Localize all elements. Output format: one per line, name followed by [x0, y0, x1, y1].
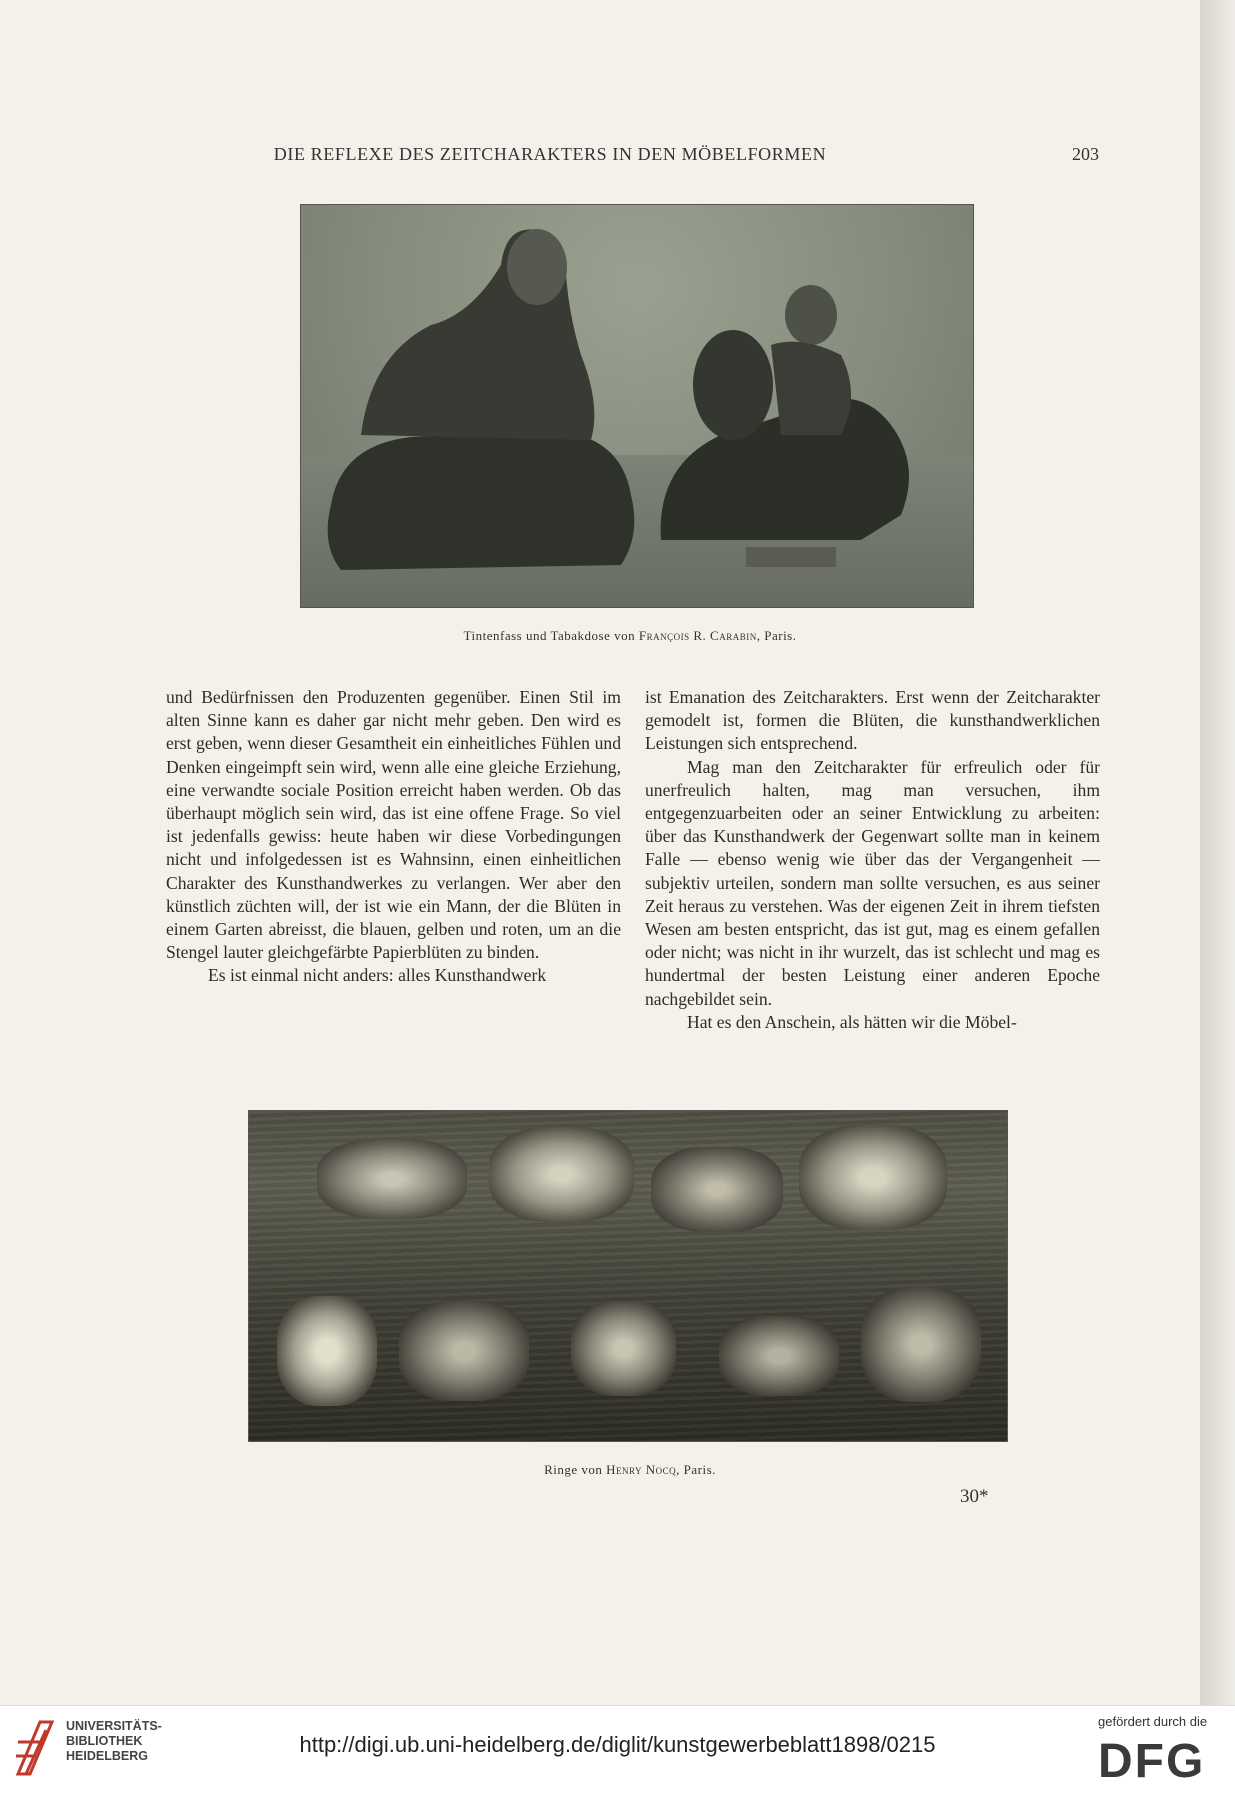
left-paragraph-1: und Bedürfnissen den Produzenten gegenüber. Einen Stil im alten Sinne kann es daher gar nicht mehr geben. Den wird es erst geben, wenn dieser Gesamtheit ein einheitliches Fühlen und Denken eingeimpft sein wird, wenn alle eine gleiche Erziehung, eine verwandte sociale Position erreicht haben werden. Ob das überhaupt möglich sein wird, das ist eine offene Frage. So viel ist jedenfalls gewiss: heute haben wir diese Vorbedingungen nicht und infolgedessen ist es Wahnsinn, einen einheitlichen Charakter des Kunsthandwerkes zu verlangen. Wer aber den künstlich züchten will, der ist wie ein Mann, der die Blüten in einem Garten abreisst, die blauen, gelben und roten, um an die Stengel lauter gleichgefärbte Papierblüten zu binden. — [166, 687, 621, 963]
running-header: DIE REFLEXE DES ZEITCHARAKTERS IN DEN MÖBELFORMEN — [273, 144, 827, 164]
sponsor-label: gefördert durch die — [1098, 1714, 1208, 1729]
left-column — [166, 686, 621, 988]
signature-mark: 30* — [960, 1486, 989, 1507]
page-number: 203 — [1072, 144, 1099, 164]
ring — [571, 1301, 676, 1396]
ring — [399, 1301, 529, 1401]
ring — [799, 1125, 947, 1230]
figure1-caption-suffix: , Paris. — [756, 628, 797, 643]
digitization-footer — [0, 1705, 1235, 1796]
right-paragraph-3: Hat es den Anschein, als hätten wir die Möbel- — [687, 1011, 1017, 1032]
library-name-line3: HEIDELBERG — [66, 1749, 148, 1763]
inkwell-tobacco-box-photo — [300, 204, 974, 608]
ring — [277, 1296, 377, 1406]
permalink-url[interactable]: http://digi.ub.uni-heidelberg.de/diglit/kunstgewerbeblatt1898/0215 — [299, 1732, 936, 1757]
ring — [317, 1139, 467, 1219]
right-column — [645, 686, 1100, 1034]
rings-photo — [248, 1110, 1008, 1442]
figure1-caption — [0, 628, 1235, 644]
ring — [489, 1127, 634, 1222]
right-paragraph-2: Mag man den Zeitcharakter für erfreulich oder für unerfreulich halten, mag man versuchen, ihm entgegenzuarbeiten oder an seiner Entwicklung zu arbeiten: über das Kunsthandwerk der Gegenwart sollte man in keinem Falle — ebenso wenig wie über das der Vergangenheit — subjektiv urteilen, sondern man sollte versuchen, es aus seiner Zeit heraus zu verstehen. Was der eigenen Zeit in ihrem tiefsten Wesen am besten entspricht, das ist gut, mag es einem gefallen oder nicht; was nicht in ihr wurzelt, das ist schlecht und mag es hundertmal der besten Leistung einer anderen Epoche nachgebildet sein. — [645, 756, 1100, 1009]
right-paragraph-1: ist Emanation des Zeitcharakters. Erst wenn der Zeitcharakter gemodelt ist, formen die Blüten, die kunsthandwerklichen Leistungen sich entsprechend. — [645, 687, 1100, 754]
figure1-caption-artist: François R. Carabin — [638, 628, 757, 643]
sculpture-silhouettes — [301, 205, 973, 607]
left-paragraph-2: Es ist einmal nicht anders: alles Kunsthandwerk — [208, 965, 547, 986]
dfg-logo: DFG — [1098, 1735, 1206, 1788]
page-edge-shadow — [1200, 0, 1235, 1705]
figure2-caption-suffix: , Paris. — [676, 1462, 716, 1477]
library-name-line2: BIBLIOTHEK — [66, 1734, 143, 1748]
ring — [719, 1316, 839, 1396]
figure2-caption — [0, 1462, 1235, 1478]
figure2-caption-prefix: Ringe von — [544, 1462, 607, 1477]
ring — [861, 1287, 981, 1402]
figure1-caption-prefix: Tintenfass und Tabakdose von — [463, 628, 639, 643]
ring — [651, 1147, 783, 1232]
library-name-line1: UNIVERSITÄTS- — [66, 1719, 162, 1733]
figure2-caption-artist: Henry Nocq — [606, 1462, 677, 1477]
